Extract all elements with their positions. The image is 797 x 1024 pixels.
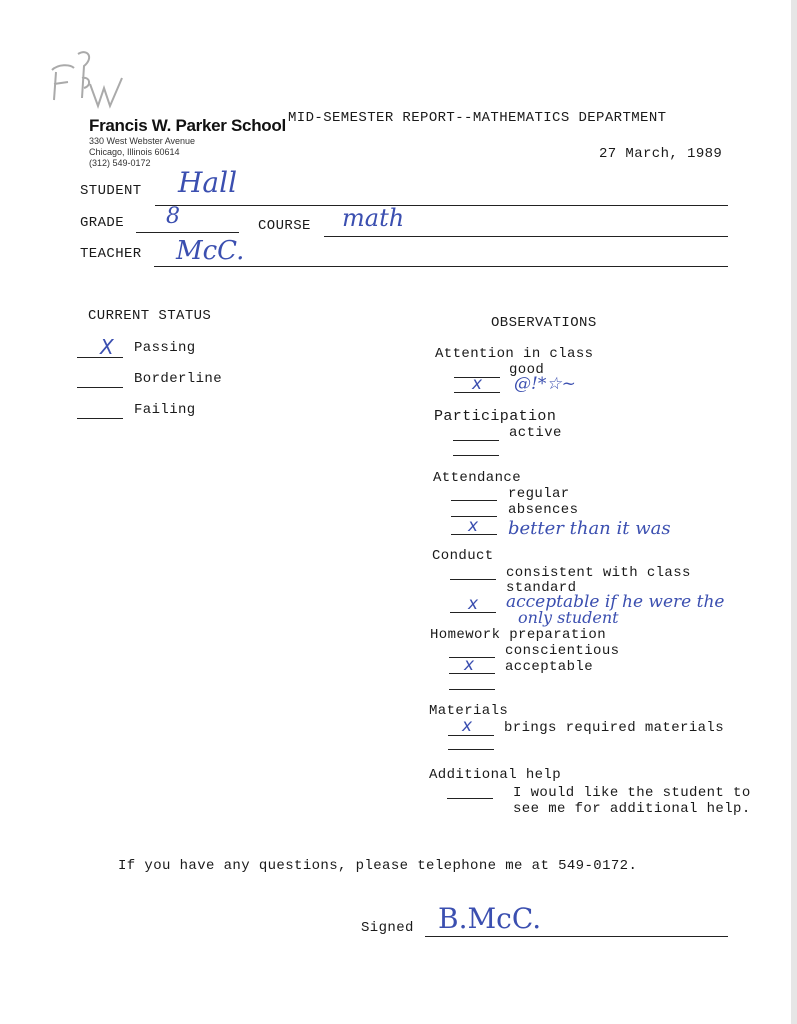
attendance-regular-label: regular <box>508 486 570 502</box>
homework-conscientious-label: conscientious <box>505 643 620 659</box>
homework-other-blank[interactable] <box>449 689 495 690</box>
materials-heading: Materials <box>429 703 509 719</box>
additional-help-blank[interactable] <box>447 798 493 799</box>
current-status-heading: CURRENT STATUS <box>88 308 212 324</box>
materials-other-blank[interactable] <box>448 749 494 750</box>
attendance-regular-blank[interactable] <box>451 500 497 501</box>
teacher-value: McC. <box>176 236 245 266</box>
conduct-consistent-blank[interactable] <box>450 579 496 580</box>
attention-good-label: good <box>509 362 545 378</box>
school-address <box>89 136 195 169</box>
course-label: COURSE <box>258 218 311 234</box>
student-label: STUDENT <box>80 183 142 199</box>
conduct-consistent-label-2: standard <box>506 580 577 596</box>
address-line-1: 330 West Webster Avenue <box>89 136 196 146</box>
school-monogram-logo <box>44 48 128 116</box>
observations-heading: OBSERVATIONS <box>491 315 597 331</box>
signature: B.McC. <box>438 902 542 935</box>
participation-other-blank[interactable] <box>453 455 499 456</box>
conduct-other-mark: x <box>468 594 479 614</box>
attendance-heading: Attendance <box>433 470 522 486</box>
participation-active-blank[interactable] <box>453 440 499 441</box>
homework-acceptable-label: acceptable <box>505 659 594 675</box>
fwp-monogram-icon <box>44 48 128 116</box>
student-value: Hall <box>178 166 238 199</box>
course-value: math <box>342 204 405 232</box>
grade-line <box>136 232 239 233</box>
status-borderline-label: Borderline <box>134 371 223 387</box>
additional-help-label-2: see me for additional help. <box>513 801 751 817</box>
participation-active-label: active <box>509 425 562 441</box>
grade-value: 8 <box>166 204 180 229</box>
status-borderline-blank[interactable] <box>77 387 123 388</box>
grade-label: GRADE <box>80 215 125 231</box>
status-failing-label: Failing <box>134 402 196 418</box>
student-line <box>155 205 728 206</box>
teacher-line <box>154 266 728 267</box>
course-line <box>324 236 728 237</box>
status-passing-label: Passing <box>134 340 196 356</box>
status-passing-mark: X <box>100 335 114 359</box>
attention-heading: Attention in class <box>435 346 594 362</box>
attention-other-mark: x <box>472 374 483 394</box>
materials-brings-label: brings required materials <box>504 720 725 736</box>
address-line-2: Chicago, Illinois 60614 <box>89 147 180 157</box>
materials-brings-mark: x <box>462 716 473 736</box>
school-name: Francis W. Parker School <box>89 116 286 135</box>
signed-label: Signed <box>361 920 414 936</box>
report-title: MID-SEMESTER REPORT--MATHEMATICS DEPARTMENT <box>288 110 667 126</box>
status-failing-blank[interactable] <box>77 418 123 419</box>
attendance-other-note: better than it was <box>508 518 671 539</box>
conduct-other-note-1: acceptable if he were the <box>506 592 725 612</box>
homework-acceptable-mark: x <box>464 655 475 675</box>
questions-note: If you have any questions, please telephone me at 549-0172. <box>118 858 638 874</box>
additional-help-heading: Additional help <box>429 767 562 783</box>
attention-other-note: @!*☆~ <box>514 374 576 394</box>
conduct-consistent-label-1: consistent with class <box>506 565 691 581</box>
additional-help-label-1: I would like the student to <box>513 785 751 801</box>
attendance-absences-label: absences <box>508 502 579 518</box>
conduct-heading: Conduct <box>432 548 494 564</box>
page-edge-shadow <box>791 0 797 1024</box>
homework-heading: Homework preparation <box>430 627 607 643</box>
conduct-other-note-2: only student <box>518 608 619 627</box>
signature-line <box>425 936 728 937</box>
participation-heading: Participation <box>434 408 557 425</box>
teacher-label: TEACHER <box>80 246 142 262</box>
attendance-other-mark: x <box>468 516 479 536</box>
school-phone: (312) 549-0172 <box>89 158 151 168</box>
report-date: 27 March, 1989 <box>599 146 723 162</box>
